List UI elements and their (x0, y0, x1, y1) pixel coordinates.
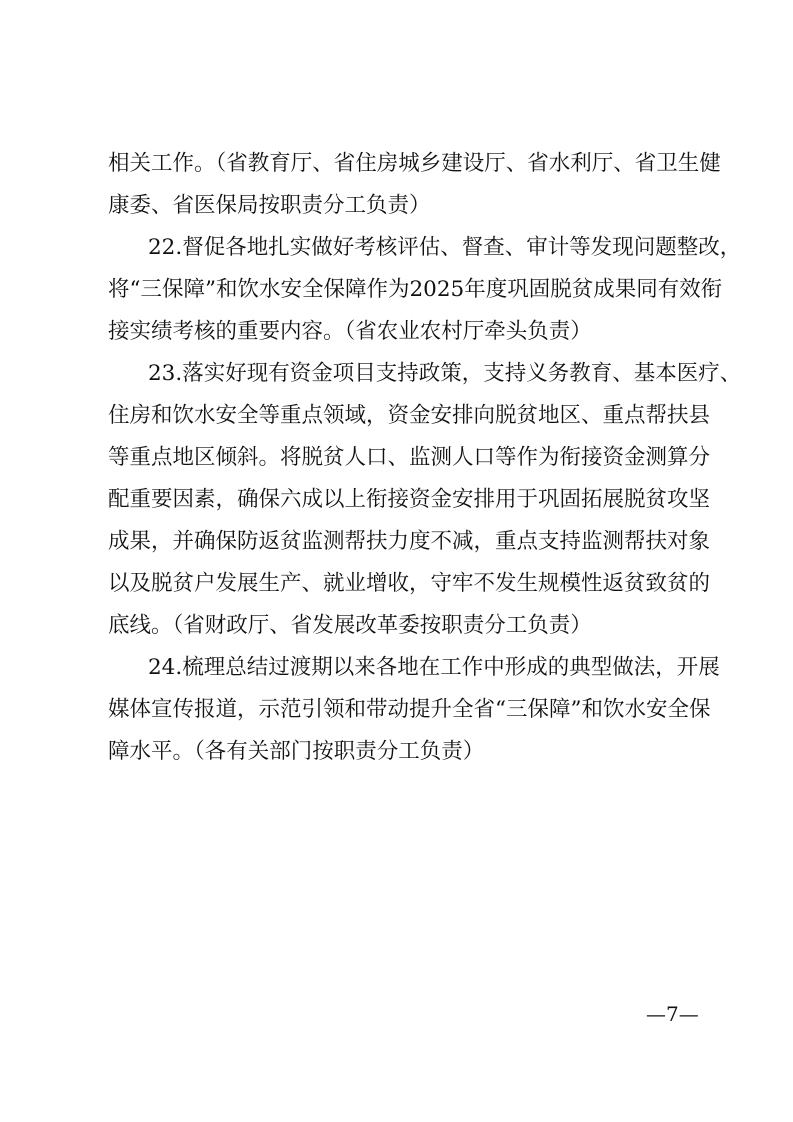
paragraph-line: 接实绩考核的重要内容。（省农业农村厅牵头负责） (108, 319, 592, 344)
paragraph-line: 底线。（省财政厅、省发展改革委按职责分工负责） (108, 613, 592, 638)
paragraph-line: 等重点地区倾斜。将脱贫人口、监测人口等作为衔接资金测算分 (108, 445, 711, 470)
paragraph-line: 24.梳理总结过渡期以来各地在工作中形成的典型做法，开展 (148, 655, 720, 680)
paragraph-line: 23.落实好现有资金项目支持政策，支持义务教育、基本医疗、 (148, 361, 742, 386)
paragraph-line: 成果，并确保防返贫监测帮扶力度不减，重点支持监测帮扶对象 (108, 529, 711, 554)
paragraph-line: 22.督促各地扎实做好考核评估、督查、审计等发现问题整改， (148, 235, 742, 260)
paragraph-line: 媒体宣传报道，示范引领和带动提升全省“三保障”和饮水安全保 (108, 697, 711, 722)
paragraph-line: 将“三保障”和饮水安全保障作为2025年度巩固脱贫成果同有效衔 (108, 277, 723, 302)
paragraph-line: 康委、省医保局按职责分工负责） (108, 193, 431, 218)
paragraph-line: 相关工作。（省教育厅、省住房城乡建设厅、省水利厅、省卫生健 (108, 151, 721, 176)
page-number: —7— (646, 1002, 699, 1026)
paragraph-line: 住房和饮水安全等重点领域，资金安排向脱贫地区、重点帮扶县 (108, 403, 711, 428)
paragraph-line: 配重要因素，确保六成以上衔接资金安排用于巩固拓展脱贫攻坚 (108, 487, 711, 512)
paragraph-line: 以及脱贫户发展生产、就业增收，守牢不发生规模性返贫致贫的 (108, 571, 711, 596)
paragraph-line: 障水平。（各有关部门按职责分工负责） (108, 739, 485, 764)
